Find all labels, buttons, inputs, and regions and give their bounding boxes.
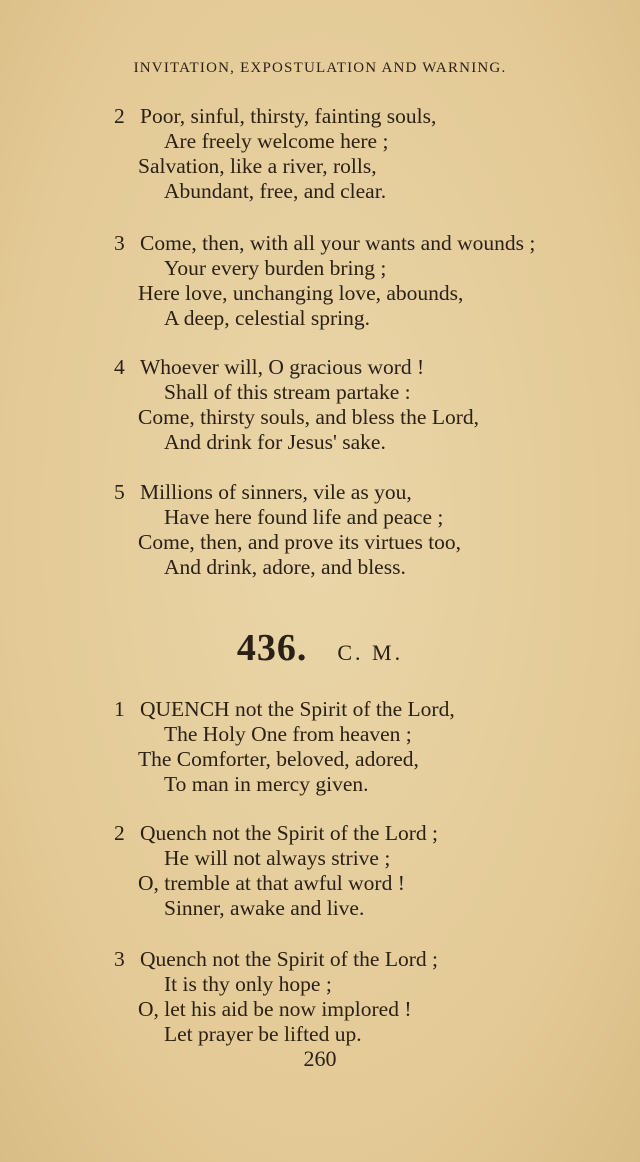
stanza-3 xyxy=(114,947,438,1047)
verse-line: Shall of this stream partake : xyxy=(164,380,411,404)
verse-line: And drink for Jesus' sake. xyxy=(164,430,386,454)
stanza-number: 3 xyxy=(114,231,125,255)
stanza-prev-5 xyxy=(114,480,461,580)
stanza-prev-4 xyxy=(114,355,479,455)
stanza-number: 4 xyxy=(114,355,125,379)
verse-line: QUENCH not the Spirit of the Lord, xyxy=(140,697,455,721)
verse-line: Here love, unchanging love, abounds, xyxy=(138,281,464,305)
verse-line: It is thy only hope ; xyxy=(164,972,332,996)
verse-line: Come, then, with all your wants and wounds ; xyxy=(140,231,536,255)
verse-line: The Comforter, beloved, adored, xyxy=(138,747,419,771)
verse-line: O, tremble at that awful word ! xyxy=(138,871,405,895)
verse-line: To man in mercy given. xyxy=(164,772,369,796)
verse-line: Come, thirsty souls, and bless the Lord, xyxy=(138,405,479,429)
verse-line: Sinner, awake and live. xyxy=(164,896,365,920)
verse-line: Quench not the Spirit of the Lord ; xyxy=(140,821,438,845)
stanza-prev-2 xyxy=(114,104,436,204)
stanza-2 xyxy=(114,821,438,921)
hymn-heading xyxy=(0,626,640,670)
running-head: INVITATION, EXPOSTULATION AND WARNING. xyxy=(133,60,507,76)
verse-line: Are freely welcome here ; xyxy=(164,129,389,153)
verse-line: Quench not the Spirit of the Lord ; xyxy=(140,947,438,971)
verse-line: Come, then, and prove its virtues too, xyxy=(138,530,462,554)
verse-line: Millions of sinners, vile as you, xyxy=(140,480,412,504)
verse-line: The Holy One from heaven ; xyxy=(164,722,412,746)
verse-line: O, let his aid be now implored ! xyxy=(138,997,412,1021)
verse-line: Whoever will, O gracious word ! xyxy=(140,355,425,379)
verse-line: Salvation, like a river, rolls, xyxy=(138,154,377,178)
verse-line: Abundant, free, and clear. xyxy=(164,179,387,203)
stanza-number: 3 xyxy=(114,947,125,971)
stanza-number: 5 xyxy=(114,480,125,504)
verse-line: Poor, sinful, thirsty, fainting souls, xyxy=(140,104,437,128)
stanza-number: 2 xyxy=(114,104,125,128)
verse-line: Your every burden bring ; xyxy=(164,256,387,280)
hymn-number: 436. xyxy=(236,627,308,669)
hymn-meter: C. M. xyxy=(337,640,404,665)
verse-line: A deep, celestial spring. xyxy=(164,306,370,330)
verse-line: He will not always strive ; xyxy=(164,846,391,870)
verse-line: Let prayer be lifted up. xyxy=(164,1022,362,1046)
stanza-number: 1 xyxy=(114,697,125,721)
stanza-number: 2 xyxy=(114,821,125,845)
verse-line: And drink, adore, and bless. xyxy=(164,555,406,579)
verse-line: Have here found life and peace ; xyxy=(164,505,444,529)
stanza-prev-3 xyxy=(114,231,535,331)
page-number: 260 xyxy=(303,1046,337,1071)
stanza-1 xyxy=(114,697,455,797)
